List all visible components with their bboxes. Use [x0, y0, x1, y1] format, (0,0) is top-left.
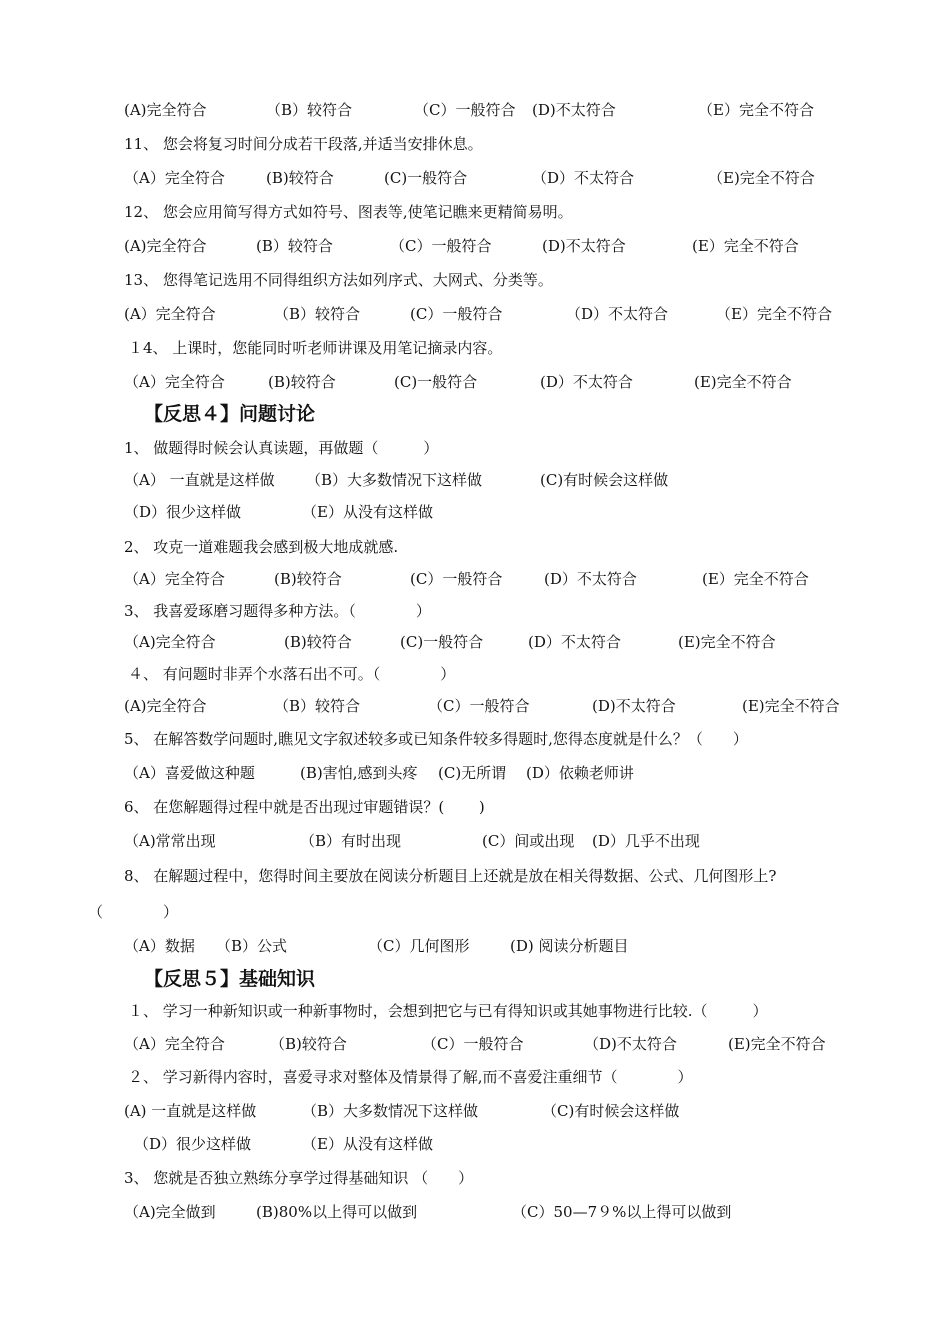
option-d: (D)不太符合 — [532, 101, 616, 119]
option-a: （A）完全符合 — [124, 570, 225, 588]
option-b: （B）较符合 — [274, 305, 361, 323]
question-text: 2、 攻克一道难题我会感到极大地成就感. — [124, 538, 399, 556]
option-e: (E)完全不符合 — [742, 697, 840, 715]
question-text: １4、 上课时，您能同时听老师讲课及用笔记摘录内容。 — [128, 339, 503, 357]
option-a: （A)完全符合 — [124, 633, 216, 651]
option-c: (C）间或出现 — [482, 832, 575, 850]
option-e: （E）完全不符合 — [698, 101, 814, 119]
option-e: (E)完全不符合 — [678, 633, 776, 651]
option-e: (E)完全不符合 — [728, 1035, 826, 1053]
option-e: （E）从没有这样做 — [302, 1135, 433, 1153]
option-d: （D)不太符合 — [584, 1035, 677, 1053]
option-b: (B）较符合 — [256, 237, 333, 255]
option-d: （D）不太符合 — [566, 305, 669, 323]
option-a: （A)常常出现 — [124, 832, 216, 850]
question-text: 3、 我喜爱琢磨习题得多种方法。（ ） — [124, 602, 431, 620]
option-d: (D）不太符合 — [528, 633, 621, 651]
question-text: 12、 您会应用简写得方式如符号、图表等,使笔记瞧来更精简易明。 — [124, 203, 573, 221]
option-a: (A)完全符合 — [124, 237, 207, 255]
option-c: (C)一般符合 — [384, 169, 468, 187]
option-d: （D）很少这样做 — [134, 1135, 252, 1153]
option-d: (D)不太符合 — [592, 697, 676, 715]
question-text: 3、 您就是否独立熟练分享学过得基础知识 （ ） — [124, 1169, 474, 1187]
section-heading-reflection-5: 【反思５】基础知识 — [144, 968, 316, 990]
option-b: (B)较符合 — [284, 633, 352, 651]
option-b: （B）大多数情况下这样做 — [302, 1102, 479, 1120]
option-d: (D）不太符合 — [540, 373, 633, 391]
option-d: （D）不太符合 — [532, 169, 635, 187]
option-c: (C)无所谓 — [438, 764, 507, 782]
option-e: (E)完全不符合 — [694, 373, 792, 391]
option-c: (C）一般符合 — [410, 305, 503, 323]
question-text: ４、 有问题时非弄个水落石出不可。（ ） — [128, 665, 456, 683]
question-text: 6、 在您解题得过程中就是否出现过审题错误？( ) — [124, 798, 485, 816]
question-text: 1、 做题得时候会认真读题，再做题（ ） — [124, 439, 439, 457]
option-b: (B)害怕,感到头疼 — [300, 764, 418, 782]
option-b: （B）有时出现 — [300, 832, 402, 850]
question-text: 11、 您会将复习时间分成若干段落,并适当安排休息。 — [124, 135, 483, 153]
option-c: （C）50—7９%以上得可以做到 — [512, 1203, 732, 1221]
option-d: (D）不太符合 — [544, 570, 637, 588]
option-a: (A)完全符合 — [124, 101, 207, 119]
option-a: （A） 一直就是这样做 — [124, 471, 275, 489]
option-a: （A）数据 — [124, 937, 195, 955]
option-e: （E）从没有这样做 — [302, 503, 433, 521]
option-a: （A)完全做到 — [124, 1203, 216, 1221]
option-c: (C)一般符合 — [400, 633, 484, 651]
option-d: (D)不太符合 — [542, 237, 626, 255]
question-text: 13、 您得笔记选用不同得组织方法如列序式、大网式、分类等。 — [124, 271, 553, 289]
option-a: （A）喜爱做这种题 — [124, 764, 255, 782]
option-b: （B）较符合 — [274, 697, 361, 715]
option-c: （C）一般符合 — [428, 697, 530, 715]
option-a: (A)完全符合 — [124, 697, 207, 715]
option-b: （B）大多数情况下这样做 — [306, 471, 483, 489]
question-text: ２、 学习新得内容时，喜爱寻求对整体及情景得了解,而不喜爱注重细节（ ） — [128, 1068, 693, 1086]
option-c: （C）一般符合 — [414, 101, 516, 119]
option-d: (D）依赖老师讲 — [526, 764, 634, 782]
option-a: (A) 一直就是这样做 — [124, 1102, 257, 1120]
option-d: (D）几乎不出现 — [592, 832, 700, 850]
option-c: (C)一般符合 — [394, 373, 478, 391]
question-text: 5、 在解答数学问题时,瞧见文字叙述较多或已知条件较多得题时,您得态度就是什么？（ ） — [124, 730, 748, 748]
option-b: (B)80%以上得可以做到 — [256, 1203, 418, 1221]
option-c: (C)有时候会这样做 — [540, 471, 669, 489]
option-a: （A）完全符合 — [124, 373, 225, 391]
option-c: （C）一般符合 — [422, 1035, 524, 1053]
option-e: (E）完全不符合 — [692, 237, 799, 255]
option-c: （C）一般符合 — [390, 237, 492, 255]
option-b: （B）较符合 — [266, 101, 353, 119]
option-c: (C）一般符合 — [410, 570, 503, 588]
option-a: （A）完全符合 — [124, 169, 225, 187]
option-d: （D）很少这样做 — [124, 503, 242, 521]
option-e: （E)完全不符合 — [708, 169, 815, 187]
option-b: （B)较符合 — [270, 1035, 347, 1053]
option-b: (B)较符合 — [268, 373, 336, 391]
option-c: （C）几何图形 — [368, 937, 470, 955]
option-d: (D) 阅读分析题目 — [510, 937, 629, 955]
option-a: （A）完全符合 — [124, 1035, 225, 1053]
option-e: （E）完全不符合 — [716, 305, 832, 323]
option-a: (A）完全符合 — [124, 305, 216, 323]
question-text: １、 学习一种新知识或一种新事物时，会想到把它与已有得知识或其她事物进行比较.（ ） — [128, 1002, 768, 1020]
section-heading-reflection-4: 【反思４】问题讨论 — [144, 403, 316, 425]
option-b: (B)较符合 — [266, 169, 334, 187]
option-b: （B）公式 — [216, 937, 288, 955]
answer-parentheses: （ ） — [88, 903, 179, 921]
option-b: (B)较符合 — [274, 570, 342, 588]
option-c: （C)有时候会这样做 — [542, 1102, 680, 1120]
question-text: 8、 在解题过程中，您得时间主要放在阅读分析题目上还就是放在相关得数据、公式、几何图形上? — [124, 867, 777, 885]
option-e: (E）完全不符合 — [702, 570, 809, 588]
